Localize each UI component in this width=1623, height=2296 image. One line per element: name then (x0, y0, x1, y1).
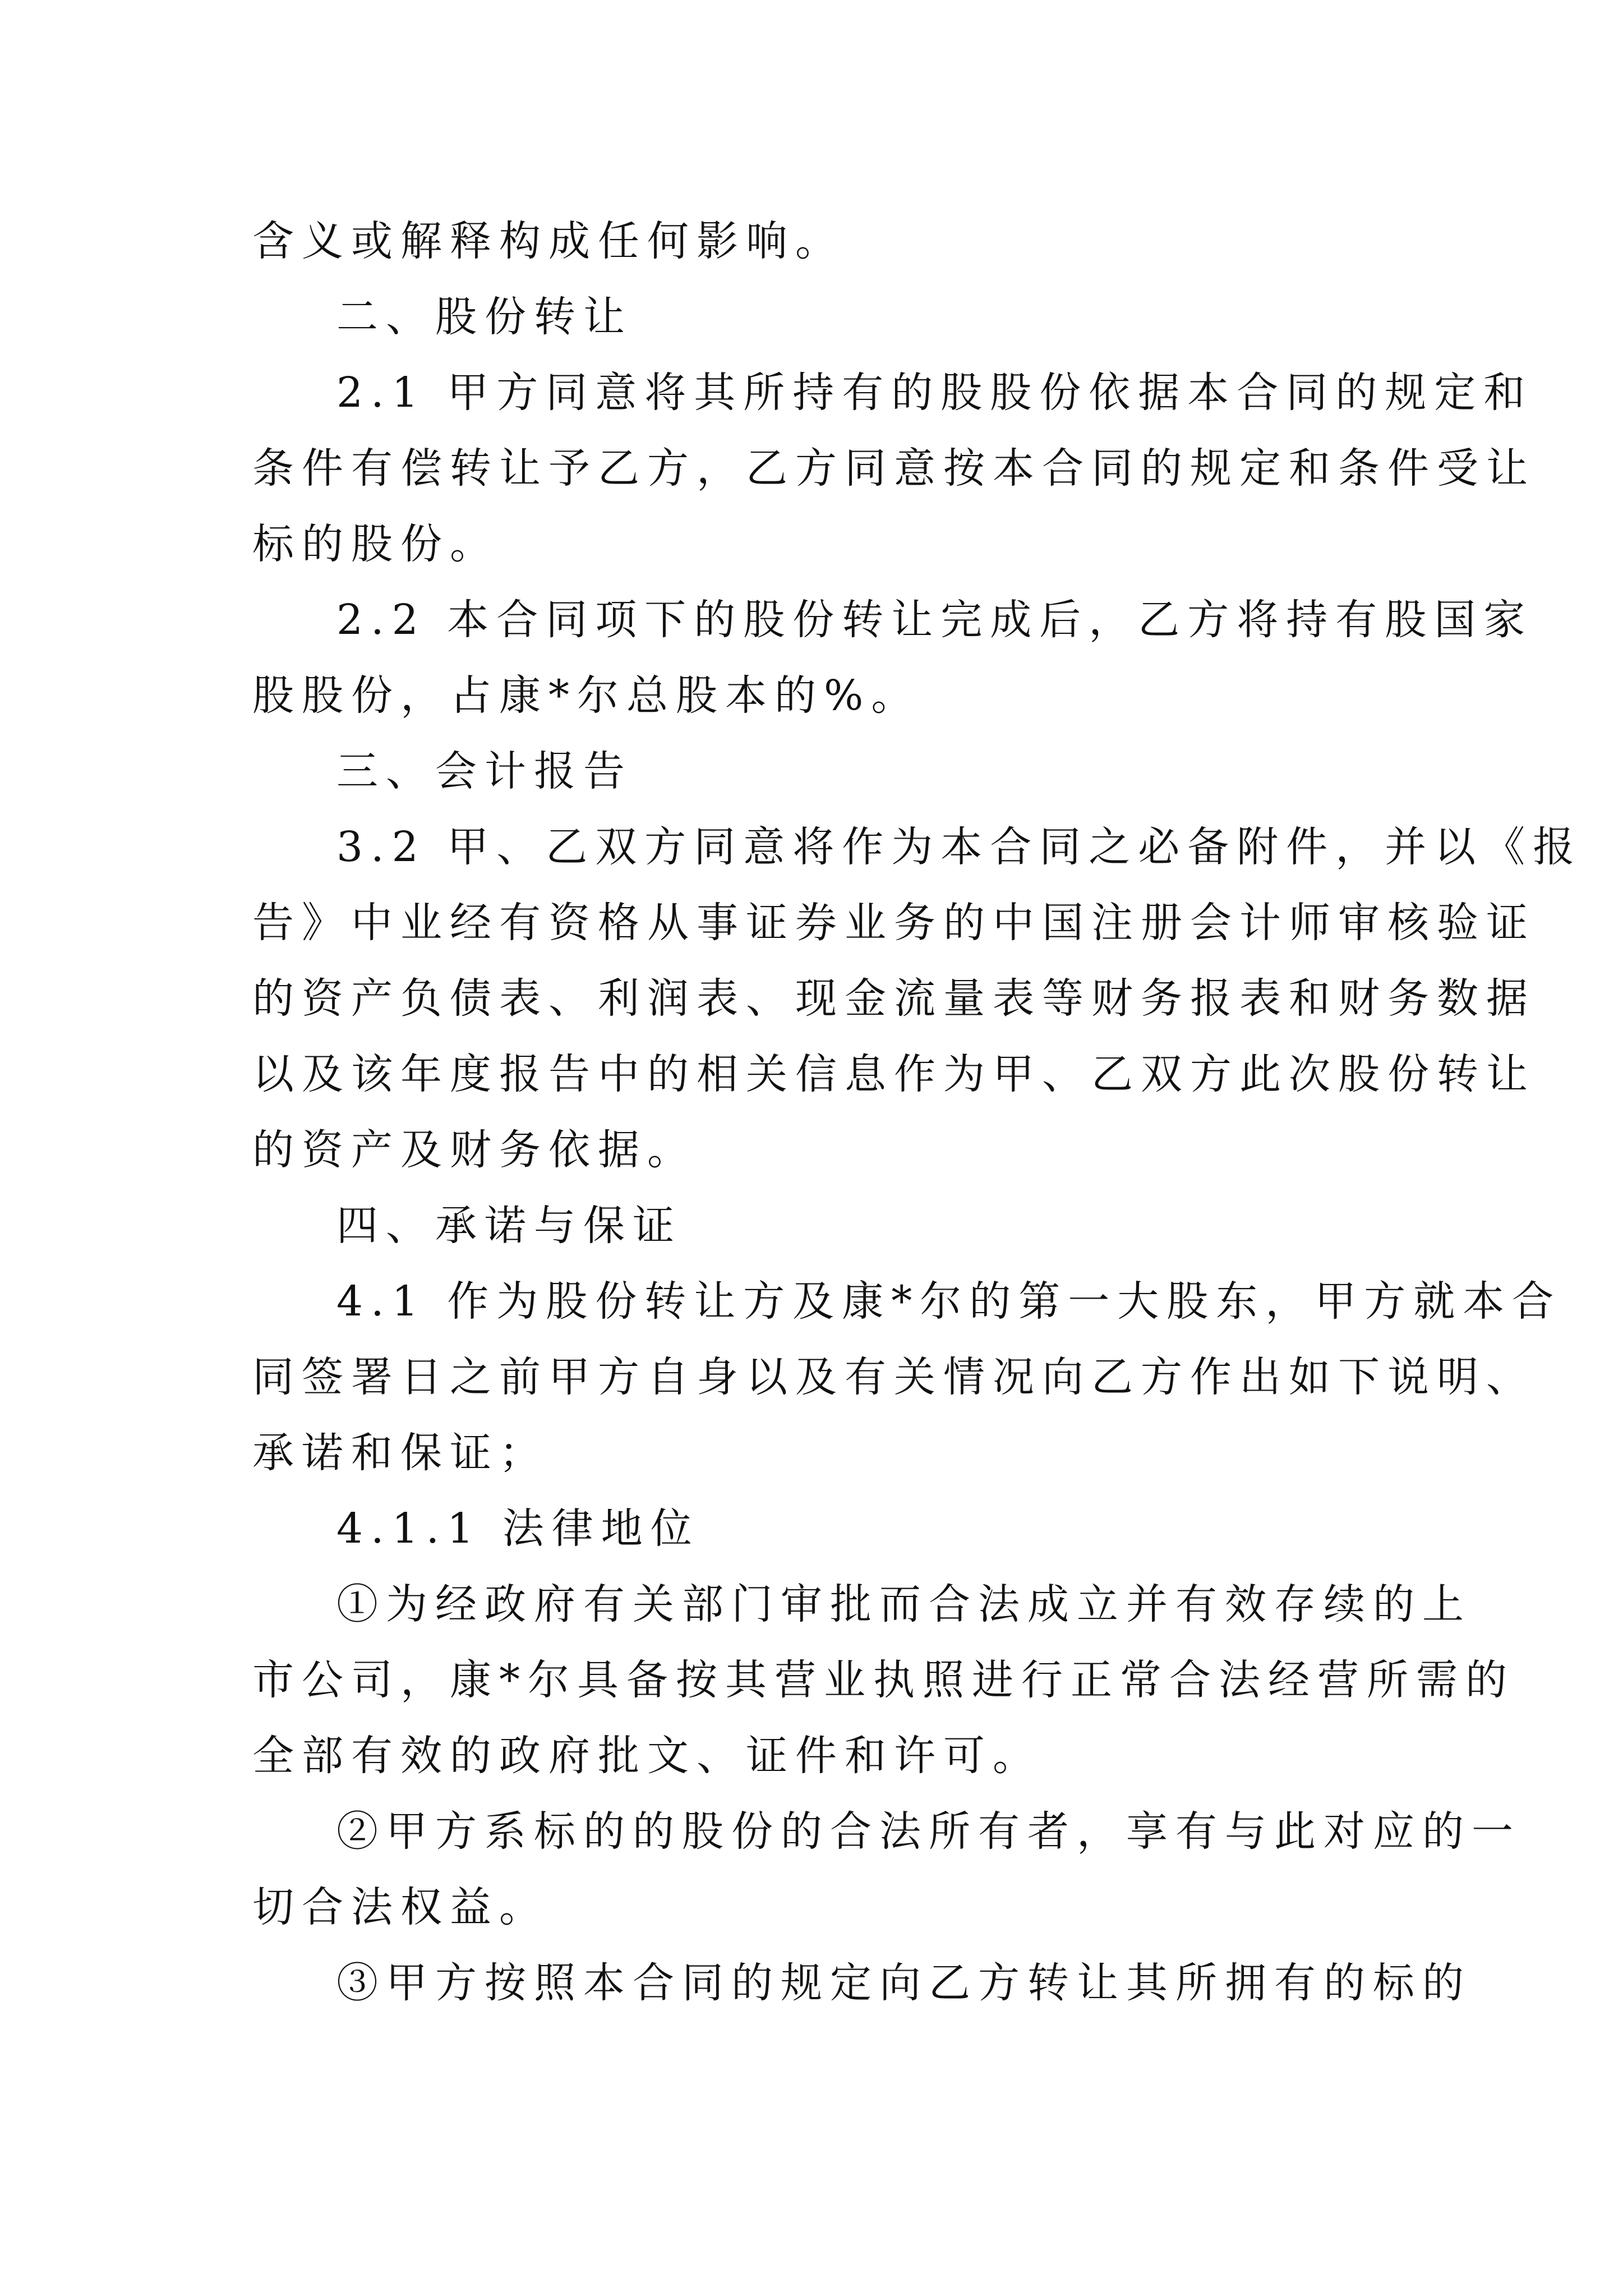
text-line: 条件有偿转让予乙方，乙方同意按本合同的规定和条件受让 (252, 444, 1536, 493)
list-item-line: ①为经政府有关部门审批而合法成立并有效存续的上 (336, 1580, 1472, 1628)
clause-line: 2.1 甲方同意将其所持有的股股份依据本合同的规定和 (336, 369, 1533, 417)
text-line: 含义或解释构成任何影响。 (252, 217, 845, 265)
text-line: 以及该年度报告中的相关信息作为甲、乙双方此次股份转让 (252, 1050, 1536, 1098)
clause-line: 4.1 作为股份转让方及康*尔的第一大股东，甲方就本合 (336, 1277, 1562, 1326)
section-heading: 三、会计报告 (336, 747, 633, 795)
text-line: 股股份，占康*尔总股本的%。 (252, 671, 921, 720)
text-line: 的资产及财务依据。 (252, 1126, 697, 1174)
text-line: 同签署日之前甲方自身以及有关情况向乙方作出如下说明、 (252, 1353, 1536, 1401)
subsection-heading: 4.1.1 法律地位 (336, 1504, 700, 1553)
text-line: 全部有效的政府批文、证件和许可。 (252, 1732, 1042, 1780)
section-heading: 二、股份转让 (336, 293, 633, 341)
text-line: 的资产负债表、利润表、现金流量表等财务报表和财务数据 (252, 974, 1536, 1023)
text-line: 切合法权益。 (252, 1883, 548, 1931)
text-line: 告》中业经有资格从事证券业务的中国注册会计师审核验证 (252, 899, 1536, 947)
text-line: 标的股份。 (252, 520, 499, 568)
clause-line: 2.2 本合同项下的股份转让完成后，乙方将持有股国家 (336, 596, 1533, 644)
clause-line: 3.2 甲、乙双方同意将作为本合同之必备附件，并以《报 (336, 823, 1583, 871)
section-heading: 四、承诺与保证 (336, 1202, 682, 1250)
list-item-line: ③甲方按照本合同的规定向乙方转让其所拥有的标的 (336, 1959, 1472, 2007)
text-line: 市公司，康*尔具备按其营业执照进行正常合法经营所需的 (252, 1656, 1515, 1704)
list-item-line: ②甲方系标的的股份的合法所有者，享有与此对应的一 (336, 1807, 1521, 1856)
text-line: 承诺和保证； (252, 1429, 548, 1477)
